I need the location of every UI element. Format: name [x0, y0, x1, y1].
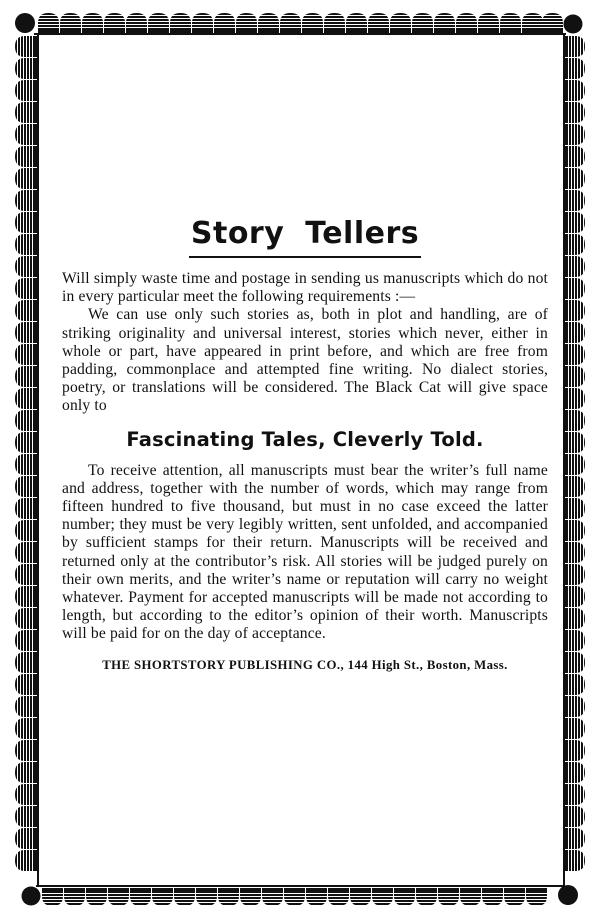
requirements-paragraph: We can use only such stories as, both in plot and handling, are of striking originality and universal interest, stories which never, either in whole or part, have appeared in print before, and which are free from padding, commonplace and attempted fine writing. No dialect stories, poetry, or translations will be considered. The Black Cat will give space only to: [62, 306, 548, 415]
submission-paragraph: To receive attention, all manuscripts must bear the writer’s full name and address, together with the number of words, which may range from fifteen hundred to five thousand, but must in no case exceed the latter number; they must be very legibly written, sent unfolded, and accompanied by sufficient stamps for their return. Manuscripts will be received and returned only at the contributor’s risk. All stories will be judged purely on their own merits, and the writer’s name or reputation will carry no weight whatever. Payment for accepted manuscripts will be made not according to length, but according to the editor’s opinion of their worth. Manuscripts will be paid for on the day of acceptance.: [62, 461, 548, 643]
page-title: Story Tellers: [189, 214, 421, 258]
publisher-footer: THE SHORTSTORY PUBLISHING CO., 144 High St., Boston, Mass.: [102, 657, 508, 672]
corner-dot-icon: [564, 15, 583, 34]
left-border-column: [15, 36, 37, 871]
corner-dot-icon: [22, 887, 41, 906]
corner-dot-icon: [558, 885, 578, 905]
advertisement-body: [62, 214, 548, 673]
subheading: Fascinating Tales, Cleverly Told.: [126, 427, 484, 451]
right-border-column: [563, 36, 585, 871]
top-border-row: [38, 13, 563, 33]
bottom-border-row: [42, 888, 547, 906]
corner-dot-icon: [15, 13, 35, 33]
intro-paragraph: Will simply waste time and postage in sending us manuscripts which do not in every particular meet the following requirements :—: [62, 270, 548, 306]
